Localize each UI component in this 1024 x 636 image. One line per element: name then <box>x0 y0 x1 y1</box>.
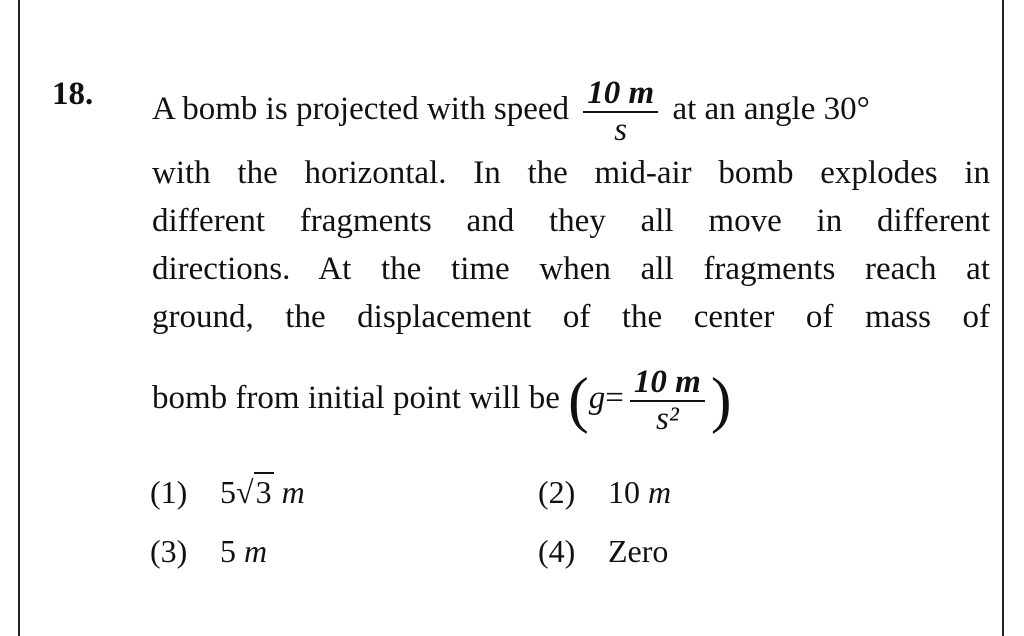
question-line-4: directions. At the time when all fragments reach at <box>152 251 990 287</box>
paren-close: ) <box>710 366 732 435</box>
option-3[interactable] <box>150 533 267 570</box>
gravity-denominator: s² <box>656 400 679 437</box>
option-2[interactable] <box>538 474 671 511</box>
option-4[interactable] <box>538 533 668 570</box>
option-1-coef: 5 <box>220 474 236 510</box>
question-line-2: with the horizontal. In the mid-air bomb explodes in <box>152 155 990 191</box>
option-2-label: (2) <box>538 474 576 510</box>
option-1-label: (1) <box>150 474 188 510</box>
option-4-label: (4) <box>538 533 576 569</box>
g-variable: g <box>588 380 606 417</box>
gravity-fraction <box>630 365 705 436</box>
sqrt-icon: √3 <box>236 474 272 510</box>
option-4-value: Zero <box>608 533 669 569</box>
question-line-6: bomb from initial point will be (g= $\frac{10 m}{\text{s²}}$ ) <box>152 364 732 437</box>
speed-denominator: s <box>614 111 628 148</box>
question-line-5: ground, the displacement of the center of mass of <box>152 299 990 335</box>
question-line-3: different fragments and they all move in different <box>152 203 990 239</box>
speed-numerator: 10 m <box>583 76 658 113</box>
option-3-value: 5 <box>220 533 236 569</box>
speed-fraction <box>583 76 658 147</box>
question-number: 18. <box>52 76 94 112</box>
gravity-numerator: 10 m <box>630 365 705 402</box>
question-line-1: A bomb is projected with speed $\frac{10 m}{s}$ at an angle 30° <box>152 75 870 148</box>
option-1-radicand: 3 <box>255 474 272 510</box>
paren-open: ( <box>568 366 589 435</box>
option-1-unit: m <box>281 474 305 510</box>
option-1[interactable] <box>150 474 305 511</box>
g-equals: = <box>605 380 624 417</box>
option-2-unit: m <box>648 474 672 510</box>
option-3-label: (3) <box>150 533 188 569</box>
option-2-value: 10 <box>608 474 640 510</box>
option-3-unit: m <box>244 533 268 569</box>
